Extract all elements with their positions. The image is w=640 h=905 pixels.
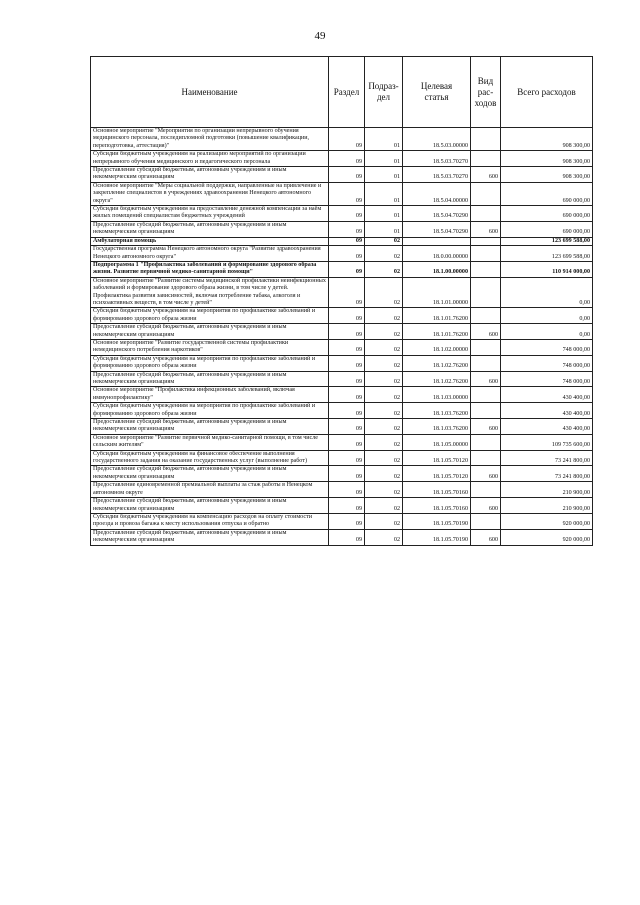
row-total: 110 914 000,00 <box>501 261 593 277</box>
row-target: 18.1.02.76200 <box>403 355 471 371</box>
row-name: Субсидии бюджетным учреждениям на предоставление денежной компенсации за наём жилых помещений специалистам бюджетных учреждений <box>91 206 329 222</box>
row-target: 18.1.03.76200 <box>403 419 471 435</box>
row-name: Основное мероприятие "Меры социальной поддержки, направленные на привлечение и закрепление специалистов в учреждениях здравоохранения Ненецкого автономного округа" <box>91 182 329 205</box>
row-name: Предоставление субсидий бюджетным, автономным учреждениям и иным некоммерческим организациям <box>91 167 329 183</box>
row-total: 908 300,00 <box>501 167 593 183</box>
row-type <box>471 151 501 167</box>
row-total: 123 699 588,00 <box>501 246 593 262</box>
row-name: Основное мероприятие "Профилактика инфекционных заболеваний, включая иммунопрофилактику" <box>91 387 329 403</box>
table-row <box>91 277 593 308</box>
row-section: 09 <box>329 529 365 545</box>
row-total: 908 300,00 <box>501 151 593 167</box>
row-total: 430 400,00 <box>501 419 593 435</box>
row-total: 748 000,00 <box>501 355 593 371</box>
row-name: Предоставление субсидий бюджетным, автономным учреждениям и иным некоммерческим организациям <box>91 419 329 435</box>
row-total: 0,00 <box>501 308 593 324</box>
table-row <box>91 128 593 151</box>
row-subsection: 02 <box>365 482 403 498</box>
row-target: 18.1.05.70190 <box>403 529 471 545</box>
row-total: 920 000,00 <box>501 513 593 529</box>
row-section: 09 <box>329 308 365 324</box>
table-row <box>91 151 593 167</box>
row-type: 600 <box>471 466 501 482</box>
row-total: 690 000,00 <box>501 221 593 237</box>
row-total: 73 241 800,00 <box>501 450 593 466</box>
row-subsection: 02 <box>365 498 403 514</box>
row-target: 18.5.04.70290 <box>403 221 471 237</box>
row-section: 09 <box>329 371 365 387</box>
header-type: Вид рас- ходов <box>471 57 501 128</box>
table-row <box>91 206 593 222</box>
header-total: Всего расходов <box>501 57 593 128</box>
row-type <box>471 403 501 419</box>
row-subsection: 01 <box>365 151 403 167</box>
row-section: 09 <box>329 221 365 237</box>
row-section: 09 <box>329 387 365 403</box>
row-type: 600 <box>471 529 501 545</box>
row-subsection: 01 <box>365 221 403 237</box>
table-row <box>91 371 593 387</box>
row-subsection: 02 <box>365 339 403 355</box>
row-section: 09 <box>329 182 365 205</box>
row-subsection: 02 <box>365 246 403 262</box>
row-subsection: 02 <box>365 387 403 403</box>
row-type <box>471 434 501 450</box>
row-section: 09 <box>329 482 365 498</box>
table-row <box>91 513 593 529</box>
row-subsection: 02 <box>365 355 403 371</box>
row-type <box>471 182 501 205</box>
row-section: 09 <box>329 151 365 167</box>
row-total: 210 900,00 <box>501 482 593 498</box>
row-name: Предоставление субсидий бюджетным, автономным учреждениям и иным некоммерческим организациям <box>91 221 329 237</box>
row-name: Субсидии бюджетным учреждениям на компенсацию расходов на оплату стоимости проезда и провоза багажа к месту использования отпуска и обратно <box>91 513 329 529</box>
row-type <box>471 482 501 498</box>
row-name: Предоставление субсидий бюджетным, автономным учреждениям и иным некоммерческим организациям <box>91 466 329 482</box>
row-name: Предоставление субсидий бюджетным, автономным учреждениям и иным некоммерческим организациям <box>91 324 329 340</box>
row-target: 18.1.00.00000 <box>403 261 471 277</box>
row-total: 690 000,00 <box>501 206 593 222</box>
row-name: Амбулаторная помощь <box>91 237 329 245</box>
row-section: 09 <box>329 237 365 245</box>
table-row <box>91 498 593 514</box>
header-name: Наименование <box>91 57 329 128</box>
table-row <box>91 237 593 245</box>
row-type: 600 <box>471 371 501 387</box>
row-target: 18.1.05.70160 <box>403 498 471 514</box>
row-type: 600 <box>471 324 501 340</box>
row-subsection: 02 <box>365 529 403 545</box>
table-row <box>91 355 593 371</box>
row-target <box>403 237 471 245</box>
row-name: Основное мероприятие "Мероприятия по организации непрерывного обучения медицинского персонала, последипломной подготовки (повышение квалификации, переподготовка, аттестация)" <box>91 128 329 151</box>
row-section: 09 <box>329 261 365 277</box>
table-row <box>91 261 593 277</box>
row-section: 09 <box>329 466 365 482</box>
row-type <box>471 339 501 355</box>
row-name: Субсидии бюджетным учреждениям на мероприятия по профилактике заболеваний и формированию здорового образа жизни <box>91 355 329 371</box>
table-row <box>91 339 593 355</box>
row-type <box>471 387 501 403</box>
row-section: 09 <box>329 450 365 466</box>
row-subsection: 02 <box>365 419 403 435</box>
row-target: 18.1.05.70190 <box>403 513 471 529</box>
row-section: 09 <box>329 324 365 340</box>
row-section: 09 <box>329 355 365 371</box>
row-subsection: 02 <box>365 466 403 482</box>
row-target: 18.1.01.76200 <box>403 324 471 340</box>
row-name: Предоставление единовременной премиальной выплаты за стаж работы в Ненецком автономном округе <box>91 482 329 498</box>
row-section: 09 <box>329 419 365 435</box>
row-subsection: 02 <box>365 261 403 277</box>
row-section: 09 <box>329 128 365 151</box>
row-target: 18.0.00.00000 <box>403 246 471 262</box>
row-type <box>471 513 501 529</box>
table-row <box>91 419 593 435</box>
table-row <box>91 529 593 545</box>
row-subsection: 02 <box>365 237 403 245</box>
row-name: Субсидии бюджетным учреждениям на мероприятия по профилактике заболеваний и формированию здорового образа жизни <box>91 403 329 419</box>
row-subsection: 02 <box>365 403 403 419</box>
row-subsection: 02 <box>365 324 403 340</box>
row-type <box>471 450 501 466</box>
row-total: 748 000,00 <box>501 339 593 355</box>
row-type <box>471 355 501 371</box>
row-type: 600 <box>471 498 501 514</box>
row-type <box>471 206 501 222</box>
table-row <box>91 387 593 403</box>
row-section: 09 <box>329 339 365 355</box>
row-target: 18.1.02.00000 <box>403 339 471 355</box>
table-header-row <box>91 57 593 128</box>
header-section: Раздел <box>329 57 365 128</box>
row-name: Субсидии бюджетным учреждениям на мероприятия по профилактике заболеваний и формированию здорового образа жизни <box>91 308 329 324</box>
row-subsection: 02 <box>365 450 403 466</box>
row-type: 600 <box>471 221 501 237</box>
table-row <box>91 434 593 450</box>
row-section: 09 <box>329 167 365 183</box>
row-section: 09 <box>329 513 365 529</box>
row-name: Предоставление субсидий бюджетным, автономным учреждениям и иным некоммерческим организациям <box>91 529 329 545</box>
row-name: Субсидии бюджетным учреждениям на реализацию мероприятий по организации непрерывного обучения медицинского и педагогического персонала <box>91 151 329 167</box>
row-target: 18.1.05.00000 <box>403 434 471 450</box>
row-total: 73 241 800,00 <box>501 466 593 482</box>
row-type <box>471 277 501 308</box>
row-target: 18.1.05.70160 <box>403 482 471 498</box>
row-total: 109 735 600,00 <box>501 434 593 450</box>
row-type <box>471 128 501 151</box>
row-target: 18.5.03.70270 <box>403 151 471 167</box>
row-subsection: 02 <box>365 513 403 529</box>
row-target: 18.1.03.76200 <box>403 403 471 419</box>
row-section: 09 <box>329 206 365 222</box>
row-total: 748 000,00 <box>501 371 593 387</box>
row-subsection: 01 <box>365 167 403 183</box>
row-type <box>471 246 501 262</box>
row-target: 18.5.03.00000 <box>403 128 471 151</box>
table-row <box>91 324 593 340</box>
row-total: 430 400,00 <box>501 387 593 403</box>
row-name: Предоставление субсидий бюджетным, автономным учреждениям и иным некоммерческим организациям <box>91 371 329 387</box>
row-name: Основное мероприятие "Развитие государственной системы профилактики немедицинского потребления наркотиков" <box>91 339 329 355</box>
table-row <box>91 182 593 205</box>
row-total: 920 000,00 <box>501 529 593 545</box>
row-name: Предоставление субсидий бюджетным, автономным учреждениям и иным некоммерческим организациям <box>91 498 329 514</box>
table-row <box>91 167 593 183</box>
row-name: Подпрограмма 1 "Профилактика заболеваний и формирование здорового образа жизни. Развитие первичной медико-санитарной помощи" <box>91 261 329 277</box>
row-name: Субсидии бюджетным учреждениям на финансовое обеспечение выполнения государственного задания на оказание государственных услуг (выполнение работ) <box>91 450 329 466</box>
row-subsection: 01 <box>365 206 403 222</box>
row-section: 09 <box>329 277 365 308</box>
row-name: Основное мероприятие "Развитие первичной медико-санитарной помощи, в том числе сельским жителям" <box>91 434 329 450</box>
row-target: 18.1.01.00000 <box>403 277 471 308</box>
row-total: 123 699 588,00 <box>501 237 593 245</box>
row-name: Основное мероприятие "Развитие системы медицинской профилактики неинфекционных заболеваний и формирование здорового образа жизни, в том числе у детей. Профилактика развития зависимостей, включая потребление табака, алкоголя и психоактивных веществ, в том числе у детей" <box>91 277 329 308</box>
row-section: 09 <box>329 434 365 450</box>
row-target: 18.1.05.70120 <box>403 466 471 482</box>
row-section: 09 <box>329 246 365 262</box>
table-row <box>91 246 593 262</box>
row-subsection: 02 <box>365 277 403 308</box>
page-number: 49 <box>314 30 326 42</box>
row-type: 600 <box>471 419 501 435</box>
table-row <box>91 482 593 498</box>
row-type <box>471 237 501 245</box>
row-total: 430 400,00 <box>501 403 593 419</box>
row-target: 18.1.01.76200 <box>403 308 471 324</box>
header-subsection: Подраз- дел <box>365 57 403 128</box>
row-subsection: 02 <box>365 434 403 450</box>
row-total: 690 000,00 <box>501 182 593 205</box>
row-target: 18.5.04.00000 <box>403 182 471 205</box>
row-type <box>471 261 501 277</box>
row-target: 18.1.05.70120 <box>403 450 471 466</box>
table-row <box>91 221 593 237</box>
row-subsection: 01 <box>365 128 403 151</box>
row-total: 908 300,00 <box>501 128 593 151</box>
row-section: 09 <box>329 498 365 514</box>
row-total: 210 900,00 <box>501 498 593 514</box>
row-type: 600 <box>471 167 501 183</box>
row-subsection: 01 <box>365 182 403 205</box>
row-subsection: 02 <box>365 371 403 387</box>
row-section: 09 <box>329 403 365 419</box>
row-target: 18.5.03.70270 <box>403 167 471 183</box>
row-name: Государственная программа Ненецкого автономного округа "Развитие здравоохранения Ненецкого автономного округа" <box>91 246 329 262</box>
table-row <box>91 308 593 324</box>
table-row <box>91 450 593 466</box>
table-row <box>91 466 593 482</box>
row-total: 0,00 <box>501 324 593 340</box>
table-row <box>91 403 593 419</box>
row-target: 18.1.02.76200 <box>403 371 471 387</box>
row-subsection: 02 <box>365 308 403 324</box>
row-total: 0,00 <box>501 277 593 308</box>
row-target: 18.1.03.00000 <box>403 387 471 403</box>
row-type <box>471 308 501 324</box>
header-target: Целевая статья <box>403 57 471 128</box>
budget-table <box>90 56 593 546</box>
row-target: 18.5.04.70290 <box>403 206 471 222</box>
